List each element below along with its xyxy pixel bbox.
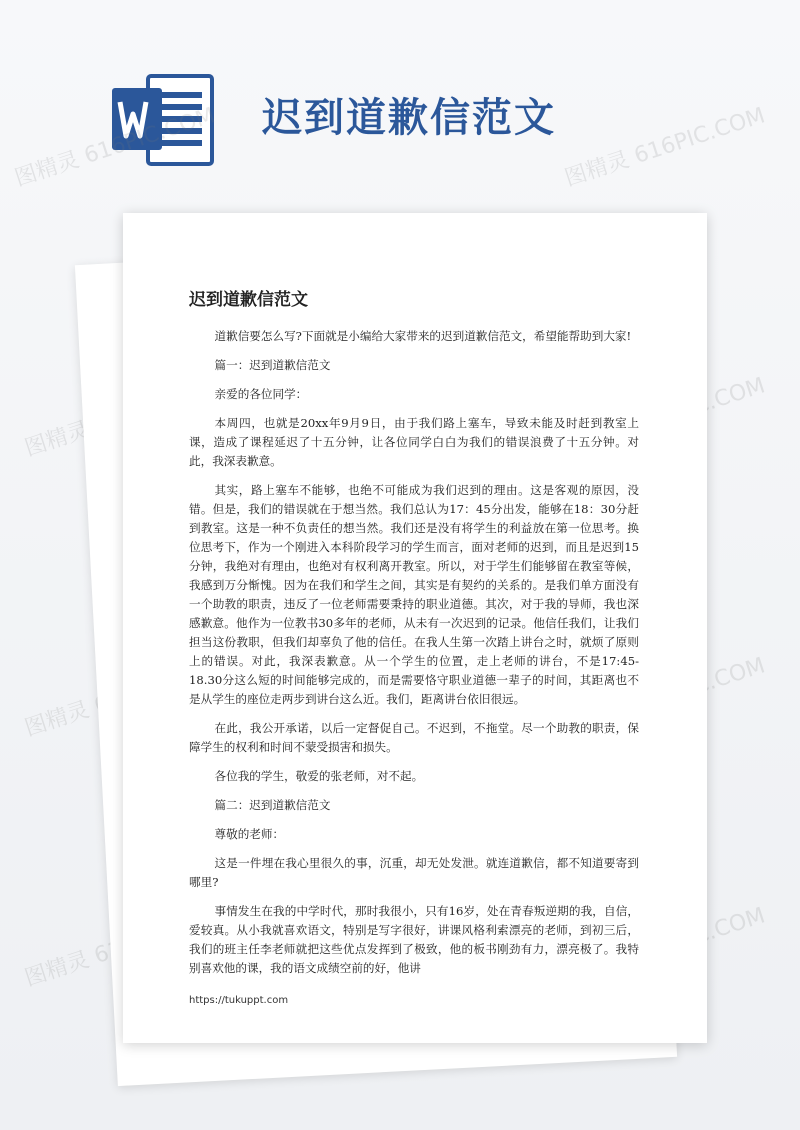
paragraph: 本周四，也就是20xx年9月9日，由于我们路上塞车，导致未能及时赶到教室上课，造成了课程延迟了十五分钟，让各位同学白白为我们的错误浪费了十五分钟。对此，我深表歉意。	[189, 416, 639, 468]
section-heading-2: 篇二：迟到道歉信范文	[214, 798, 331, 812]
document-body	[189, 327, 639, 988]
salutation-1: 亲爱的各位同学：	[214, 387, 308, 401]
paragraph: 这是一件埋在我心里很久的事，沉重，却无处发泄。就连道歉信，都不知道要寄到哪里?	[189, 856, 639, 889]
document-title: 迟到道歉信范文	[189, 290, 308, 310]
document-page	[123, 213, 707, 1043]
footer-url: https://tukuppt.com	[189, 995, 289, 1006]
word-document-icon	[110, 72, 215, 168]
paragraph: 各位我的学生，敬爱的张老师，对不起。	[214, 769, 424, 783]
section-heading-1: 篇一：迟到道歉信范文	[214, 358, 331, 372]
document-heading: 迟到道歉信范文	[262, 95, 556, 141]
paragraph: 其实，路上塞车不能够，也绝不可能成为我们迟到的理由。这是客观的原因，没错。但是，我们的错误就在于想当然。我们总认为17：45分出发，能够在18：30分赶到教室。这是一种不负责任的想当然。我们还是没有将学生的利益放在第一位思考。换位思考下，作为一个刚进入本科阶段学习的学生而言，面对老师的迟到，而且是迟到15分钟，我绝对有理由，也绝对有权利离开教室。所以，对于学生们能够留在教室等候，我感到万分惭愧。因为在我们和学生之间，其实是有契约的关系的。是我们单方面没有一个助教的职责，违反了一位老师需要秉持的职业道德。其次，对于我的导师，我也深感歉意。他作为一位教书30多年的老师，从未有一次迟到的记录。他信任我们，让我们担当这份教职，但我们却辜负了他的信任。在我人生第一次踏上讲台之时，就烦了原则上的错误。对此，我深表歉意。从一个学生的位置，走上老师的讲台，不是17:45-18.30分这么短的时间能够完成的，而是需要恪守职业道德一辈子的时间，其距离也不是从学生的座位走两步到讲台这么近。我们，距离讲台依旧很远。	[189, 483, 639, 706]
salutation-2: 尊敬的老师：	[214, 827, 285, 841]
paragraph: 在此，我公开承诺，以后一定督促自己。不迟到，不拖堂。尽一个助教的职责，保障学生的权利和时间不蒙受损害和损失。	[189, 721, 639, 754]
paragraph: 事情发生在我的中学时代，那时我很小，只有16岁，处在青春叛逆期的我，自信，爱较真。从小我就喜欢语文，特别是写字很好，讲课风格利索漂亮的老师，到初三后，我们的班主任李老师就把这些优点发挥到了极致，他的板书刚劲有力，漂亮极了。我特别喜欢他的课，我的语文成绩空前的好，他讲	[189, 904, 639, 975]
paragraph-intro: 道歉信要怎么写?下面就是小编给大家带来的迟到道歉信范文，希望能帮助到大家!	[214, 329, 632, 343]
